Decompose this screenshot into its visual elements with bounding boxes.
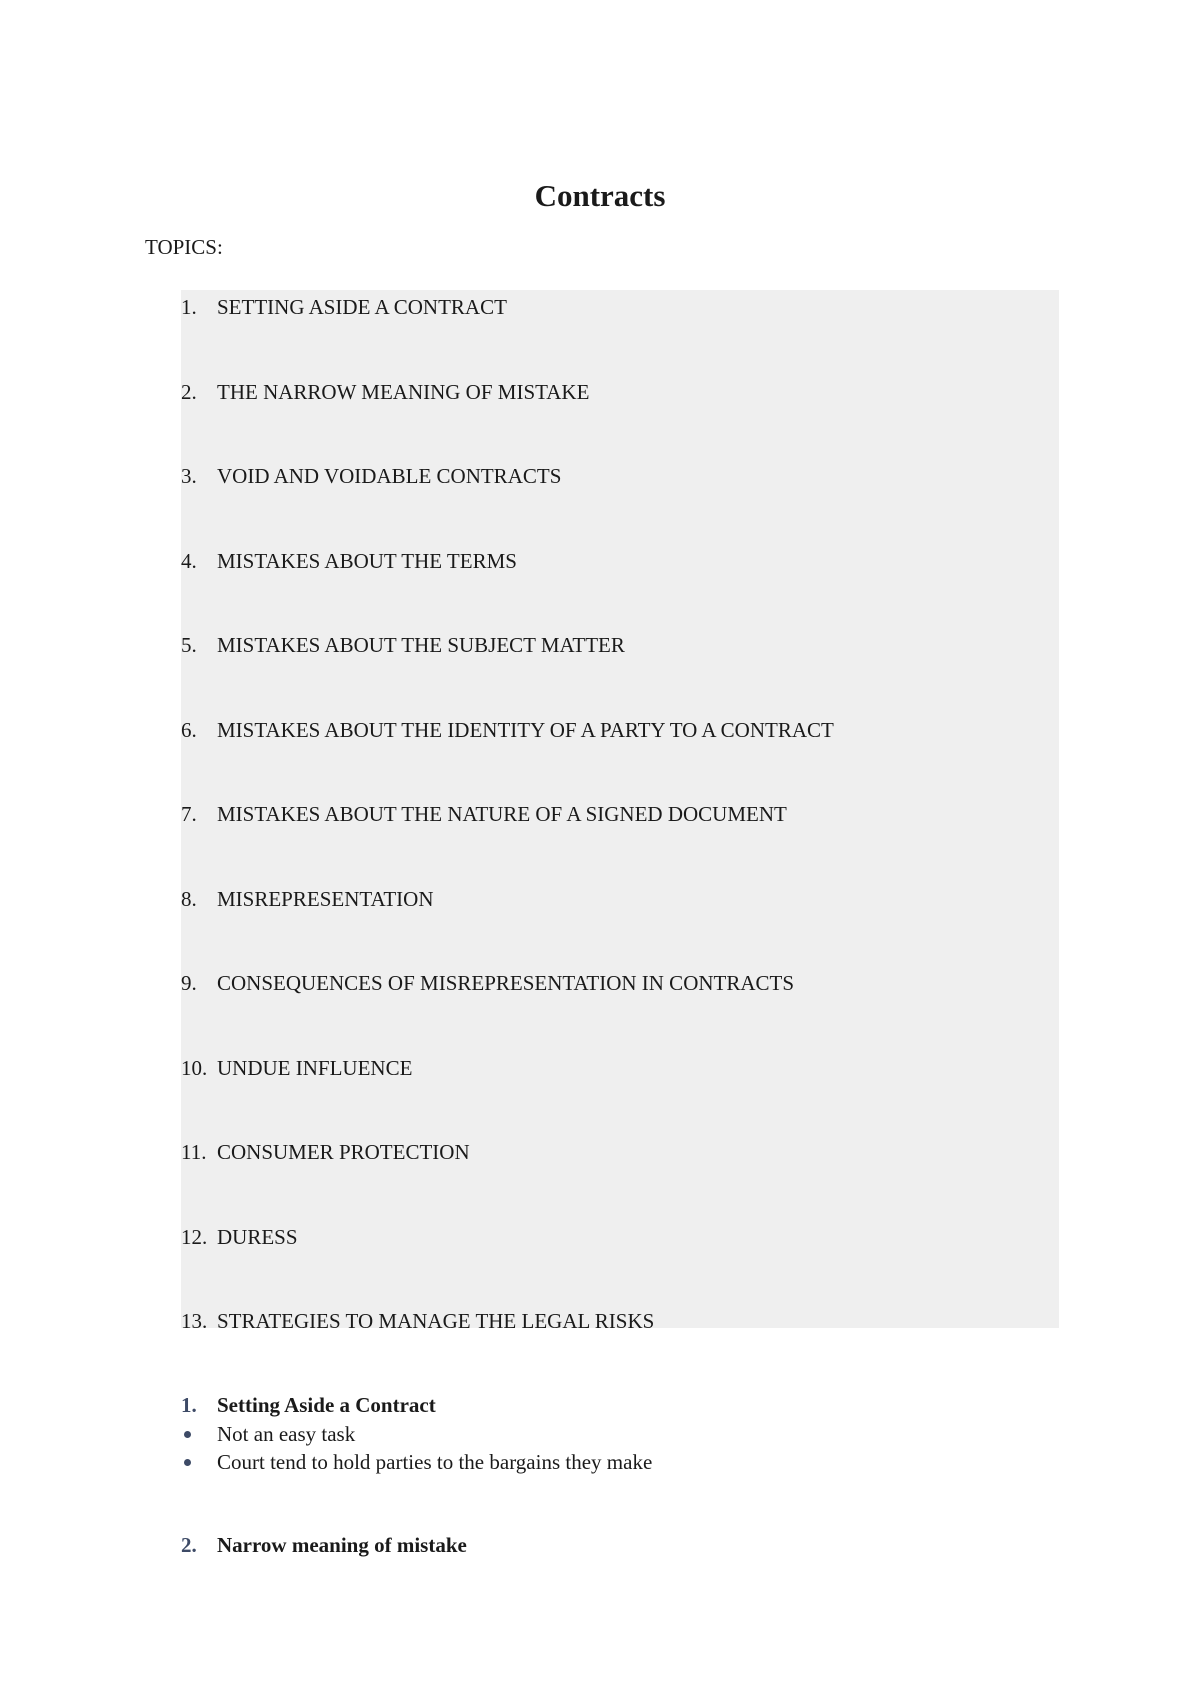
bullet-icon [184,1459,191,1466]
topic-number: 12. [181,1224,208,1249]
section-setting-aside [181,1390,1061,1476]
topic-number: 11. [181,1140,207,1164]
section-title: Narrow meaning of mistake [217,1533,467,1557]
section-narrow-meaning [181,1530,1061,1560]
topics-list [181,290,1059,1333]
bullet-text: Court tend to hold parties to the bargains they make [217,1450,653,1474]
topic-text: MISTAKES ABOUT THE TERMS [217,548,517,573]
topics-label: TOPICS: [145,235,223,259]
list-item [181,1420,1061,1448]
list-item [181,1448,1061,1476]
topic-number: 9. [181,971,197,995]
section-number: 1. [181,1393,197,1417]
topic-number: 4. [181,548,197,573]
topic-number: 8. [181,886,197,911]
topic-number: 1. [181,295,197,319]
topic-number: 10. [181,1055,208,1080]
topic-text: CONSEQUENCES OF MISREPRESENTATION IN CONTRACTS [217,971,795,995]
topic-text: VOID AND VOIDABLE CONTRACTS [217,464,562,488]
bullet-icon [184,1431,191,1438]
section-title: Setting Aside a Contract [217,1393,436,1417]
document-title: Contracts [534,178,666,213]
topic-text: MISREPRESENTATION [217,886,434,911]
topic-text: STRATEGIES TO MANAGE THE LEGAL RISKS [217,1309,655,1333]
section-number: 2. [181,1533,197,1557]
topic-text: MISTAKES ABOUT THE NATURE OF A SIGNED DOCUMENT [217,802,787,826]
bullet-text: Not an easy task [217,1422,356,1446]
topic-text: DURESS [217,1224,298,1249]
topic-number: 6. [181,717,197,742]
topic-text: CONSUMER PROTECTION [217,1140,470,1164]
topic-number: 5. [181,633,197,657]
topic-text: MISTAKES ABOUT THE SUBJECT MATTER [217,633,625,657]
topic-number: 13. [181,1309,208,1333]
topic-text: UNDUE INFLUENCE [217,1055,413,1080]
section-heading [181,1530,1061,1560]
section-heading [181,1390,1061,1420]
topic-number: 2. [181,379,197,404]
topic-text: SETTING ASIDE A CONTRACT [217,295,507,319]
topic-number: 3. [181,464,197,488]
topic-number: 7. [181,802,197,826]
topic-text: MISTAKES ABOUT THE IDENTITY OF A PARTY TO A CONTRACT [217,717,834,742]
topic-text: THE NARROW MEANING OF MISTAKE [217,379,590,404]
